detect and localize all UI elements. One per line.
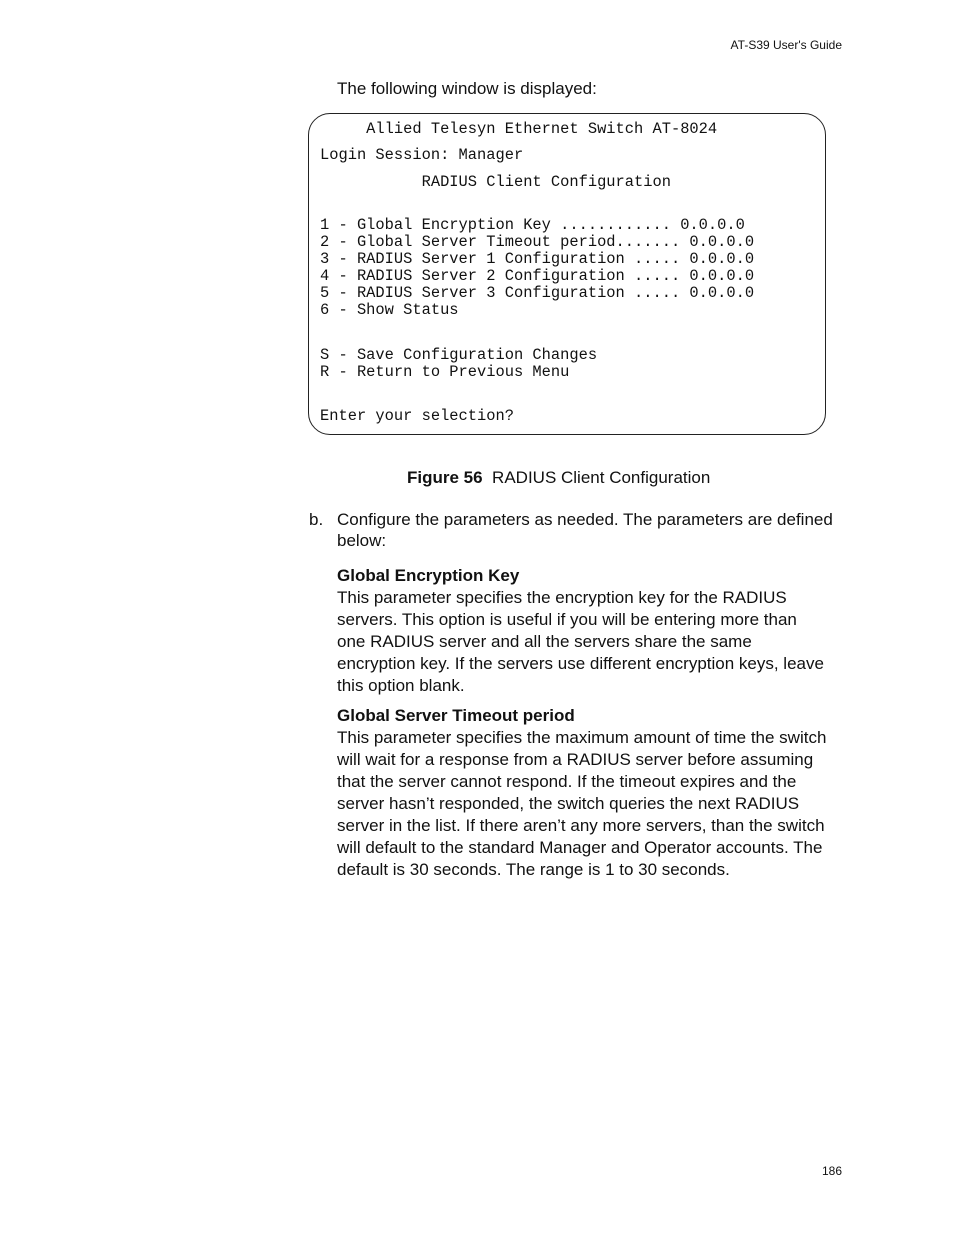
param-body: This parameter specifies the maximum amount of time the switch will wait for a response from a RADIUS server before assuming that the server cannot respond. If the timeout expires and the server hasn’t responded, the switch queries the next RADIUS server in the list. If there aren’t any more servers, than the switch will default to the standard Manager and Operator accounts. The default is 30 seconds. The range is 1 to 30 seconds. [337, 728, 827, 879]
terminal-prompt: Enter your selection? [320, 407, 514, 425]
param-global-server-timeout [337, 705, 827, 881]
intro-text: The following window is displayed: [337, 79, 597, 98]
param-title: Global Encryption Key [337, 566, 520, 585]
figure-caption [407, 468, 710, 488]
page-number: 186 [821, 1164, 842, 1178]
running-header: AT-S39 User's Guide [730, 38, 842, 52]
terminal-menu-title: RADIUS Client Configuration [320, 173, 671, 191]
terminal-menu-item: 4 - RADIUS Server 2 Configuration ..... 0.0.0.0 [320, 267, 755, 285]
step-text: Configure the parameters as needed. The parameters are defined below: [337, 510, 833, 550]
terminal-menu-item: 1 - Global Encryption Key ............ 0.0.0.0 [320, 216, 745, 234]
terminal-action-save: S - Save Configuration Changes [320, 346, 598, 364]
figure-caption-text: RADIUS Client Configuration [492, 468, 711, 487]
step-marker: b. [309, 510, 324, 529]
terminal-menu-item: 6 - Show Status [320, 301, 459, 319]
terminal-title-line: Allied Telesyn Ethernet Switch AT-8024 [320, 120, 718, 138]
terminal-session-line: Login Session: Manager [320, 146, 524, 164]
param-title: Global Server Timeout period [337, 706, 575, 725]
terminal-menu-item: 5 - RADIUS Server 3 Configuration ..... 0.0.0.0 [320, 284, 755, 302]
figure-label: Figure 56 [407, 468, 483, 487]
param-global-encryption-key [337, 565, 827, 697]
param-body: This parameter specifies the encryption key for the RADIUS servers. This option is useful if you will be entering more than one RADIUS server and all the servers share the same encryption key. If the servers use different encryption keys, leave this option blank. [337, 588, 824, 695]
terminal-menu-item: 3 - RADIUS Server 1 Configuration ..... 0.0.0.0 [320, 250, 755, 268]
terminal-menu-item: 2 - Global Server Timeout period....... 0.0.0.0 [320, 233, 755, 251]
terminal-action-return: R - Return to Previous Menu [320, 363, 570, 381]
